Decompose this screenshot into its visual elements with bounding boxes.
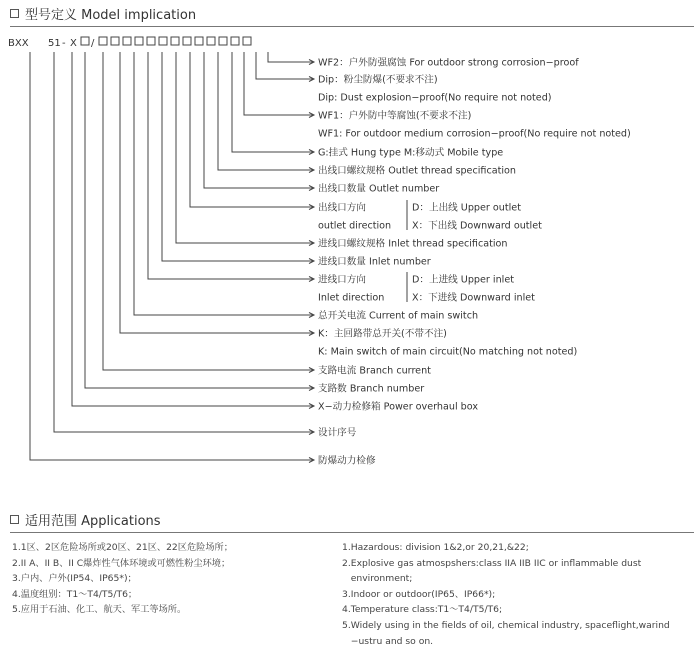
- direction-option: D：上进线 Upper inlet: [412, 274, 514, 286]
- connector-line: [190, 52, 314, 207]
- application-item-en: environment;: [342, 573, 413, 585]
- connector-line: [204, 52, 314, 188]
- designation-label: 支路电流 Branch current: [318, 365, 431, 377]
- code-slot-box: [171, 37, 179, 45]
- code-slot-box: [147, 37, 155, 45]
- application-item-en: 5.Widely using in the fields of oil, chemical industry, spaceflight,warind: [342, 619, 670, 631]
- connector-line: [244, 52, 314, 115]
- designation-label: Dip：粉尘防爆(不要求不注): [318, 74, 438, 86]
- connector-line: [103, 52, 314, 370]
- code-prefix-bxx: BXX: [8, 38, 29, 49]
- connector-line: [120, 52, 314, 333]
- application-item-zh: 2.II A、II B、II C爆炸性气体环境或可燃性粉尘环境；: [12, 557, 231, 569]
- designation-label: 设计序号: [318, 427, 357, 439]
- application-item-en: 1.Hazardous: division 1&2,or 20,21,&22;: [342, 542, 529, 553]
- code-dash: -: [62, 38, 66, 49]
- code-slot-box: [135, 37, 143, 45]
- code-series-51: 51: [48, 38, 61, 49]
- application-item-en: 3.Indoor or outdoor(IP65、IP66*);: [342, 588, 496, 600]
- designation-label: 进线口数量 Inlet number: [318, 256, 431, 268]
- designation-label: WF2：户外防强腐蚀 For outdoor strong corrosion−proof: [318, 57, 579, 69]
- application-item-en: −ustru and so on.: [342, 635, 434, 647]
- direction-option: X：下出线 Downward outlet: [412, 220, 542, 232]
- connector-line: [162, 52, 314, 261]
- code-type-x: X: [70, 38, 77, 49]
- designation-label: 防爆动力检修: [318, 455, 376, 467]
- designation-label: Inlet direction: [318, 292, 385, 304]
- applications-section-divider: [10, 532, 694, 533]
- connector-line: [85, 52, 314, 388]
- designation-label: 进线口方向: [318, 274, 366, 286]
- model-code-diagram: [0, 30, 700, 470]
- connector-line: [54, 52, 314, 432]
- applications-section-title-text: 适用范围 Applications: [25, 513, 161, 529]
- applications-list-en: [342, 540, 692, 649]
- connector-line: [134, 52, 314, 315]
- applications-list-zh: [12, 540, 332, 618]
- code-slot-box: [111, 37, 119, 45]
- designation-label: WF1: For outdoor medium corrosion−proof(No require not noted): [318, 128, 631, 140]
- designation-label: 进线口螺纹规格 Inlet thread specification: [318, 238, 508, 250]
- application-item-zh: 3.户内、户外(IP54、IP65*)；: [12, 573, 137, 585]
- model-section-divider: [10, 26, 694, 27]
- application-item-zh: 4.温度组别：T1～T4/T5/T6；: [12, 588, 138, 600]
- direction-option: X：下进线 Downward inlet: [412, 292, 535, 304]
- application-item-zh: 5.应用于石油、化工、航天、军工等场所。: [12, 604, 187, 616]
- designation-label: WF1：户外防中等腐蚀(不要求不注): [318, 110, 472, 122]
- designation-label: 支路数 Branch number: [318, 383, 425, 395]
- connector-line: [148, 52, 314, 279]
- designation-label: 总开关电流 Current of main switch: [318, 310, 479, 322]
- model-section-title-text: 型号定义 Model implication: [25, 7, 197, 23]
- designation-label: K: Main switch of main circuit(No matching not noted): [318, 346, 578, 358]
- connector-line: [30, 52, 314, 460]
- designation-label: 出线口螺纹规格 Outlet thread specification: [318, 165, 516, 177]
- section-square-icon: [10, 515, 19, 524]
- code-slot-box: [231, 37, 239, 45]
- designation-label: 出线口方向: [318, 202, 366, 214]
- model-section-title: [10, 2, 196, 24]
- designation-label: K：主回路带总开关(不带不注): [318, 328, 447, 340]
- code-slot-box: [123, 37, 131, 45]
- connector-line: [72, 52, 314, 406]
- designation-label: Dip: Dust explosion−proof(No require not noted): [318, 92, 552, 104]
- application-item-en: 4.Temperature class:T1～T4/T5/T6;: [342, 604, 503, 616]
- designation-label: G:挂式 Hung type M:移动式 Mobile type: [318, 147, 504, 159]
- application-item-en: 2.Explosive gas atmospshers:class IIA IIB IIC or inflammable dust: [342, 557, 642, 569]
- code-slot-box: [183, 37, 191, 45]
- connector-line: [268, 52, 314, 62]
- section-square-icon: [10, 9, 19, 18]
- code-slot-box: [159, 37, 167, 45]
- connector-line: [256, 52, 314, 79]
- code-slot-box: [207, 37, 215, 45]
- code-slot-box: [195, 37, 203, 45]
- designation-label: 出线口数量 Outlet number: [318, 183, 440, 195]
- code-slot-box: [99, 37, 107, 45]
- designation-label: X−动力检修箱 Power overhaul box: [318, 401, 479, 413]
- direction-option: D：上出线 Upper outlet: [412, 202, 521, 214]
- code-slot-box: [243, 37, 251, 45]
- applications-section-title: [10, 508, 161, 530]
- code-slot-box: [81, 37, 89, 45]
- application-item-zh: 1.1区、2区危险场所或20区、21区、22区危险场所；: [12, 542, 233, 553]
- designation-label: outlet direction: [318, 220, 392, 232]
- connector-line: [176, 52, 314, 243]
- code-slash: /: [91, 38, 95, 49]
- code-slot-box: [219, 37, 227, 45]
